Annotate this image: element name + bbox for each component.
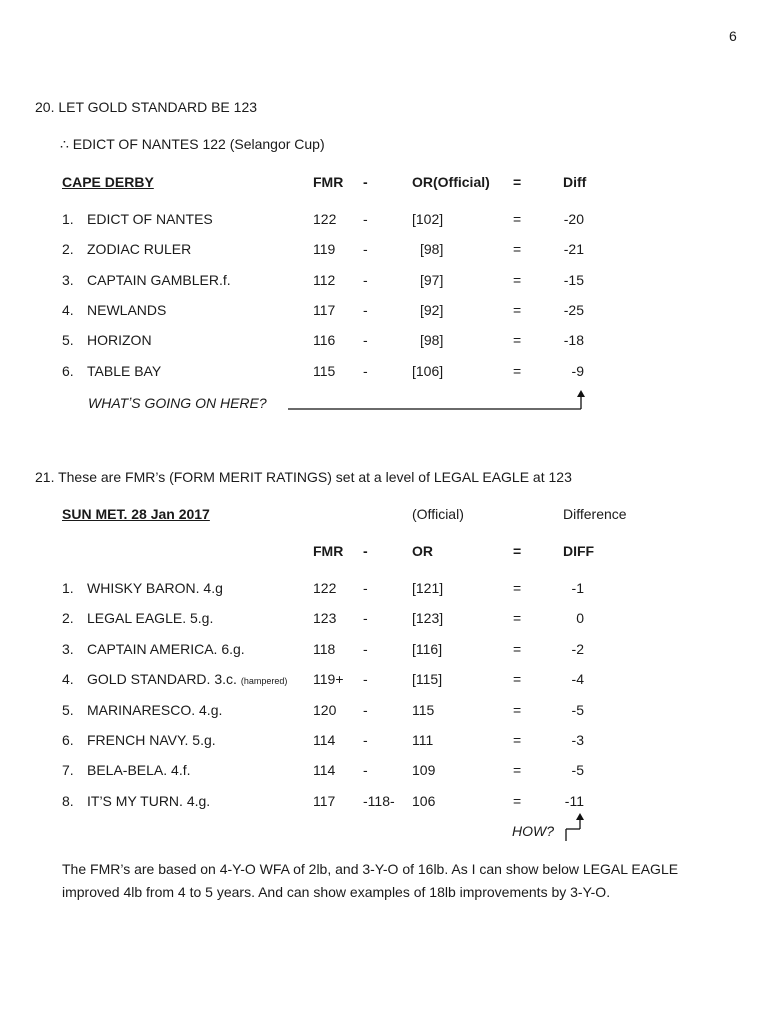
row-diff: -20 [563,211,584,227]
row-official-rating: 115 [412,701,435,718]
row-number: 4. [62,301,74,318]
row-horse-name [87,610,217,626]
row-minus: -118- [363,792,395,809]
row-fmr: 119+ [313,671,344,688]
row-minus: - [363,701,368,718]
row-fmr: 117 [313,301,336,318]
row-fmr: 114 [313,762,336,779]
row-minus: - [363,640,368,657]
row-fmr: 117 [313,792,336,809]
row-horse-name-text: FRENCH NAVY. 5.g. [87,732,216,748]
footer-paragraph-line-2: improved 4lb from 4 to 5 years. And can show examples of 18lb improvements by 3-Y-O. [62,884,611,900]
header-eq: = [513,174,522,190]
section-20-heading: 20. LET GOLD STANDARD BE 123 [35,99,258,115]
row-horse-name-text: LEGAL EAGLE. 5.g. [87,610,214,627]
row-minus: - [363,241,368,258]
row-horse-name [87,641,249,657]
row-fmr: 112 [313,271,336,288]
row-horse-name [87,732,220,748]
row-equals: = [513,241,522,258]
header-fmr: FMR [313,543,344,559]
row-minus: - [363,271,368,288]
row-fmr: 114 [313,732,336,748]
row-horse-name-text: CAPTAIN AMERICA. 6.g. [87,640,245,657]
row-diff: -11 [564,792,584,809]
row-number: 1. [62,211,74,227]
row-equals: = [513,762,522,779]
row-fmr: 120 [313,701,337,718]
row-official-rating: [116] [412,640,443,657]
header-minus: - [363,543,368,559]
row-diff: -5 [571,762,584,779]
row-horse-name: CAPTAIN GAMBLER.f. [87,271,231,288]
row-horse-name: NEWLANDS [87,301,167,318]
row-official-rating: [98] [420,241,444,258]
row-number: 6. [62,732,74,748]
row-diff: -5 [571,701,584,718]
row-number: 6. [62,362,74,379]
row-horse-name-text: IT’S MY TURN. 4.g. [87,792,211,809]
subheader-difference: Difference [563,506,627,522]
row-official-rating: [121] [412,580,444,596]
header-or: OR(Official) [412,174,490,190]
row-equals: = [513,301,522,318]
row-diff: -2 [571,640,584,657]
row-minus: - [363,671,368,688]
row-equals: = [513,362,522,379]
row-diff: -18 [563,332,584,349]
row-equals: = [513,701,522,718]
row-official-rating: [115] [412,671,443,688]
row-diff: -9 [571,362,584,379]
row-diff: -4 [571,671,584,688]
row-horse-name [87,671,287,687]
row-equals: = [513,580,522,596]
row-horse-name [87,793,214,809]
row-diff: -25 [563,301,584,318]
row-minus: - [363,580,368,596]
row-number: 5. [62,701,74,718]
row-official-rating: [106] [412,362,444,379]
row-minus: - [363,610,368,627]
row-official-rating: 109 [412,762,436,779]
header-diff: Diff [563,174,587,190]
row-horse-name-text: MARINARESCO. 4.g. [87,701,223,718]
row-number: 8. [62,792,74,809]
row-official-rating: [92] [420,301,444,318]
row-equals: = [513,671,522,688]
row-fmr: 119 [313,241,336,258]
row-equals: = [513,610,522,627]
row-minus: - [363,332,368,349]
row-official-rating: 106 [412,792,436,809]
row-number: 7. [62,762,74,779]
row-horse-name-text: GOLD STANDARD. 3.c. [87,671,237,688]
row-horse-name: ZODIAC RULER [87,241,192,258]
row-horse-name: TABLE BAY [87,362,162,379]
row-minus: - [363,732,368,748]
row-horse-name-text: WHISKY BARON. 4.g [87,580,223,596]
row-number: 2. [62,241,74,258]
header-minus: - [363,174,368,190]
subheader-official: (Official) [412,506,464,522]
row-horse-name [87,762,195,778]
row-number: 4. [62,671,74,688]
row-fmr: 118 [313,640,336,657]
header-fmr: FMR [313,174,344,190]
row-equals: = [513,332,522,349]
sun-met-note: HOW? [512,823,554,839]
row-minus: - [363,362,368,379]
cape-derby-title: CAPE DERBY [62,174,154,190]
row-minus: - [363,301,368,318]
row-number: 2. [62,610,74,627]
sun-met-title: SUN MET. 28 Jan 2017 [62,506,210,522]
row-equals: = [513,792,522,809]
row-minus: - [363,211,368,227]
row-number: 3. [62,640,74,657]
row-equals: = [513,271,522,288]
row-equals: = [513,211,522,227]
row-horse-name-text: BELA-BELA. 4.f. [87,762,191,779]
section-20-therefore: ∴ EDICT OF NANTES 122 (Selangor Cup) [60,136,325,152]
row-horse-name: EDICT OF NANTES [87,211,213,227]
row-official-rating: [123] [412,610,444,627]
row-fmr: 122 [313,580,337,596]
section-21-heading: 21. These are FMR’s (FORM MERIT RATINGS) set at a level of LEGAL EAGLE at 123 [35,469,572,485]
row-official-rating: [97] [420,271,444,288]
header-or: OR [412,543,433,559]
row-official-rating: [102] [412,211,444,227]
row-diff: -21 [563,241,584,258]
arrow-icon [288,390,588,412]
row-minus: - [363,762,368,779]
row-horse-name [87,702,226,718]
row-number: 1. [62,580,74,596]
row-fmr: 116 [313,332,336,349]
row-official-rating: 111 [412,732,434,748]
row-diff: -15 [563,271,584,288]
row-equals: = [513,732,522,748]
row-note: (hampered) [240,676,288,687]
row-fmr: 115 [313,362,336,379]
page-number: 6 [729,28,737,44]
row-diff: -3 [571,732,584,748]
row-diff: 0 [576,610,584,627]
row-horse-name: HORIZON [87,332,152,349]
footer-paragraph-line-1: The FMR’s are based on 4-Y-O WFA of 2lb, and 3-Y-O of 16lb. As I can show below LEGAL EAGLE [62,861,679,877]
cape-derby-note: WHATʼS GOING ON HERE? [88,395,267,411]
row-diff: -1 [571,580,584,596]
row-equals: = [513,640,522,657]
arrow-icon [564,813,588,843]
header-eq: = [513,543,522,559]
row-number: 5. [62,332,74,349]
row-official-rating: [98] [420,332,444,349]
row-number: 3. [62,271,74,288]
row-fmr: 122 [313,211,337,227]
row-fmr: 123 [313,610,337,627]
row-horse-name [87,580,227,596]
header-diff: DIFF [563,543,595,559]
